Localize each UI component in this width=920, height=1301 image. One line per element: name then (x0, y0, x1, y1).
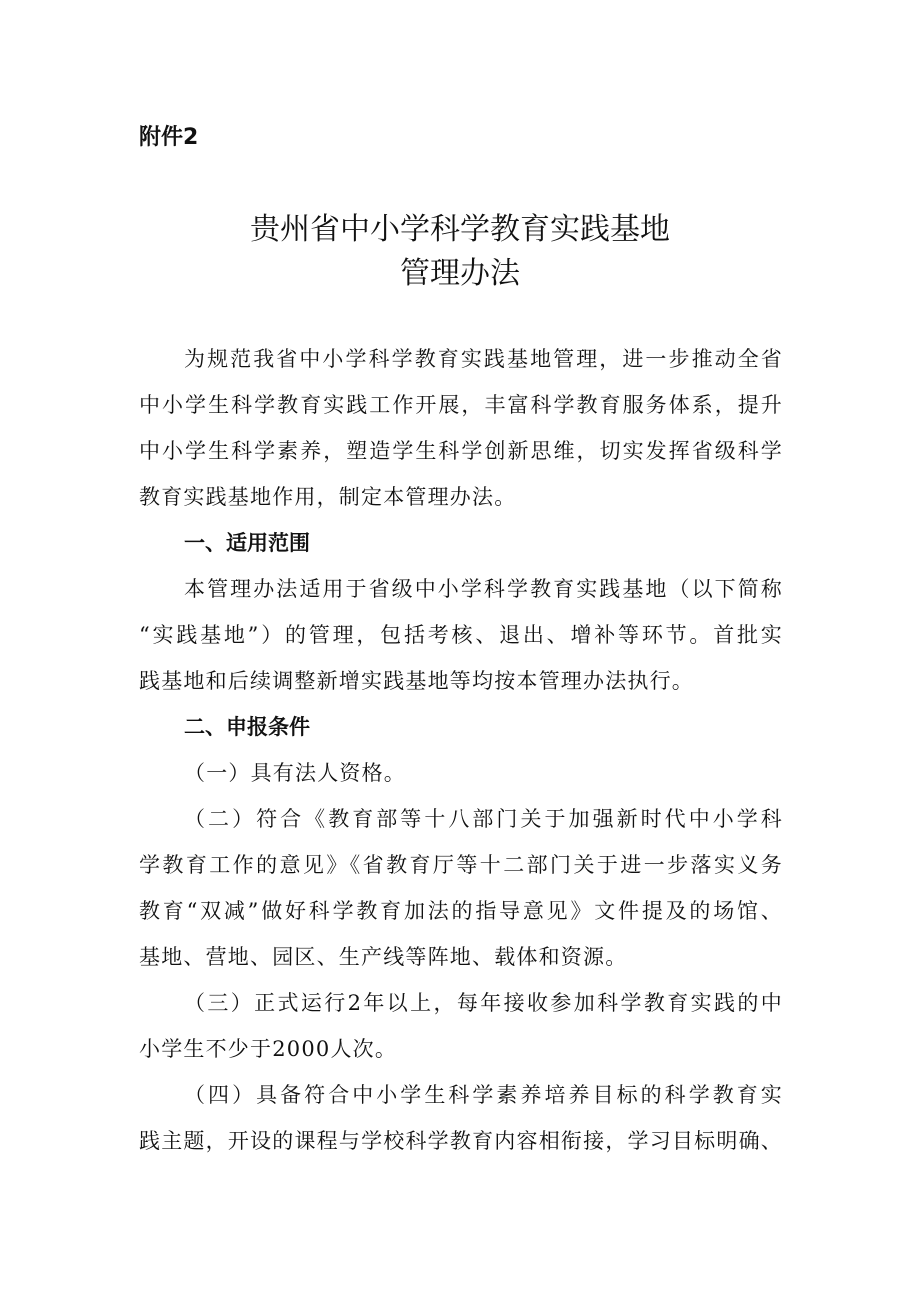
condition-item-2-line: 教育“双减”做好科学教育加法的指导意见》文件提及的场馆、 (139, 899, 783, 923)
section1-line: “实践基地”）的管理，包括考核、退出、增补等环节。首批实 (139, 623, 783, 647)
intro-line: 中小学生科学素养，塑造学生科学创新思维，切实发挥省级科学 (139, 439, 783, 463)
condition-item-4-line: （四）具备符合中小学生科学素养培养目标的科学教育实 (184, 1083, 783, 1107)
document-title-line-2: 管理办法 (400, 256, 520, 291)
section1-line: 践基地和后续调整新增实践基地等均按本管理办法执行。 (139, 669, 694, 693)
intro-line: 为规范我省中小学科学教育实践基地管理，进一步推动全省 (184, 347, 783, 371)
condition-item-2-line: 基地、营地、园区、生产线等阵地、载体和资源。 (139, 945, 628, 969)
document-title-line-1: 贵州省中小学科学教育实践基地 (250, 212, 670, 247)
intro-line: 教育实践基地作用，制定本管理办法。 (139, 485, 517, 509)
condition-item-3-line: （三）正式运行2年以上，每年接收参加科学教育实践的中 (184, 991, 783, 1015)
intro-line: 中小学生科学教育实践工作开展，丰富科学教育服务体系，提升 (139, 393, 783, 417)
condition-item-3-line: 小学生不少于2000人次。 (139, 1037, 398, 1061)
section1-line: 本管理办法适用于省级中小学科学教育实践基地（以下简称 (184, 577, 783, 601)
attachment-label: 附件2 (139, 125, 199, 150)
section-heading-scope: 一、适用范围 (184, 531, 310, 555)
section-heading-conditions: 二、申报条件 (184, 715, 310, 739)
condition-item-2-line: 学教育工作的意见》《省教育厅等十二部门关于进一步落实义务 (139, 853, 783, 877)
condition-item-2-line: （二）符合《教育部等十八部门关于加强新时代中小学科 (184, 807, 783, 831)
condition-item-4-line: 践主题，开设的课程与学校科学教育内容相衔接，学习目标明确、 (139, 1129, 783, 1153)
condition-item-1-line: （一）具有法人资格。 (184, 761, 406, 785)
